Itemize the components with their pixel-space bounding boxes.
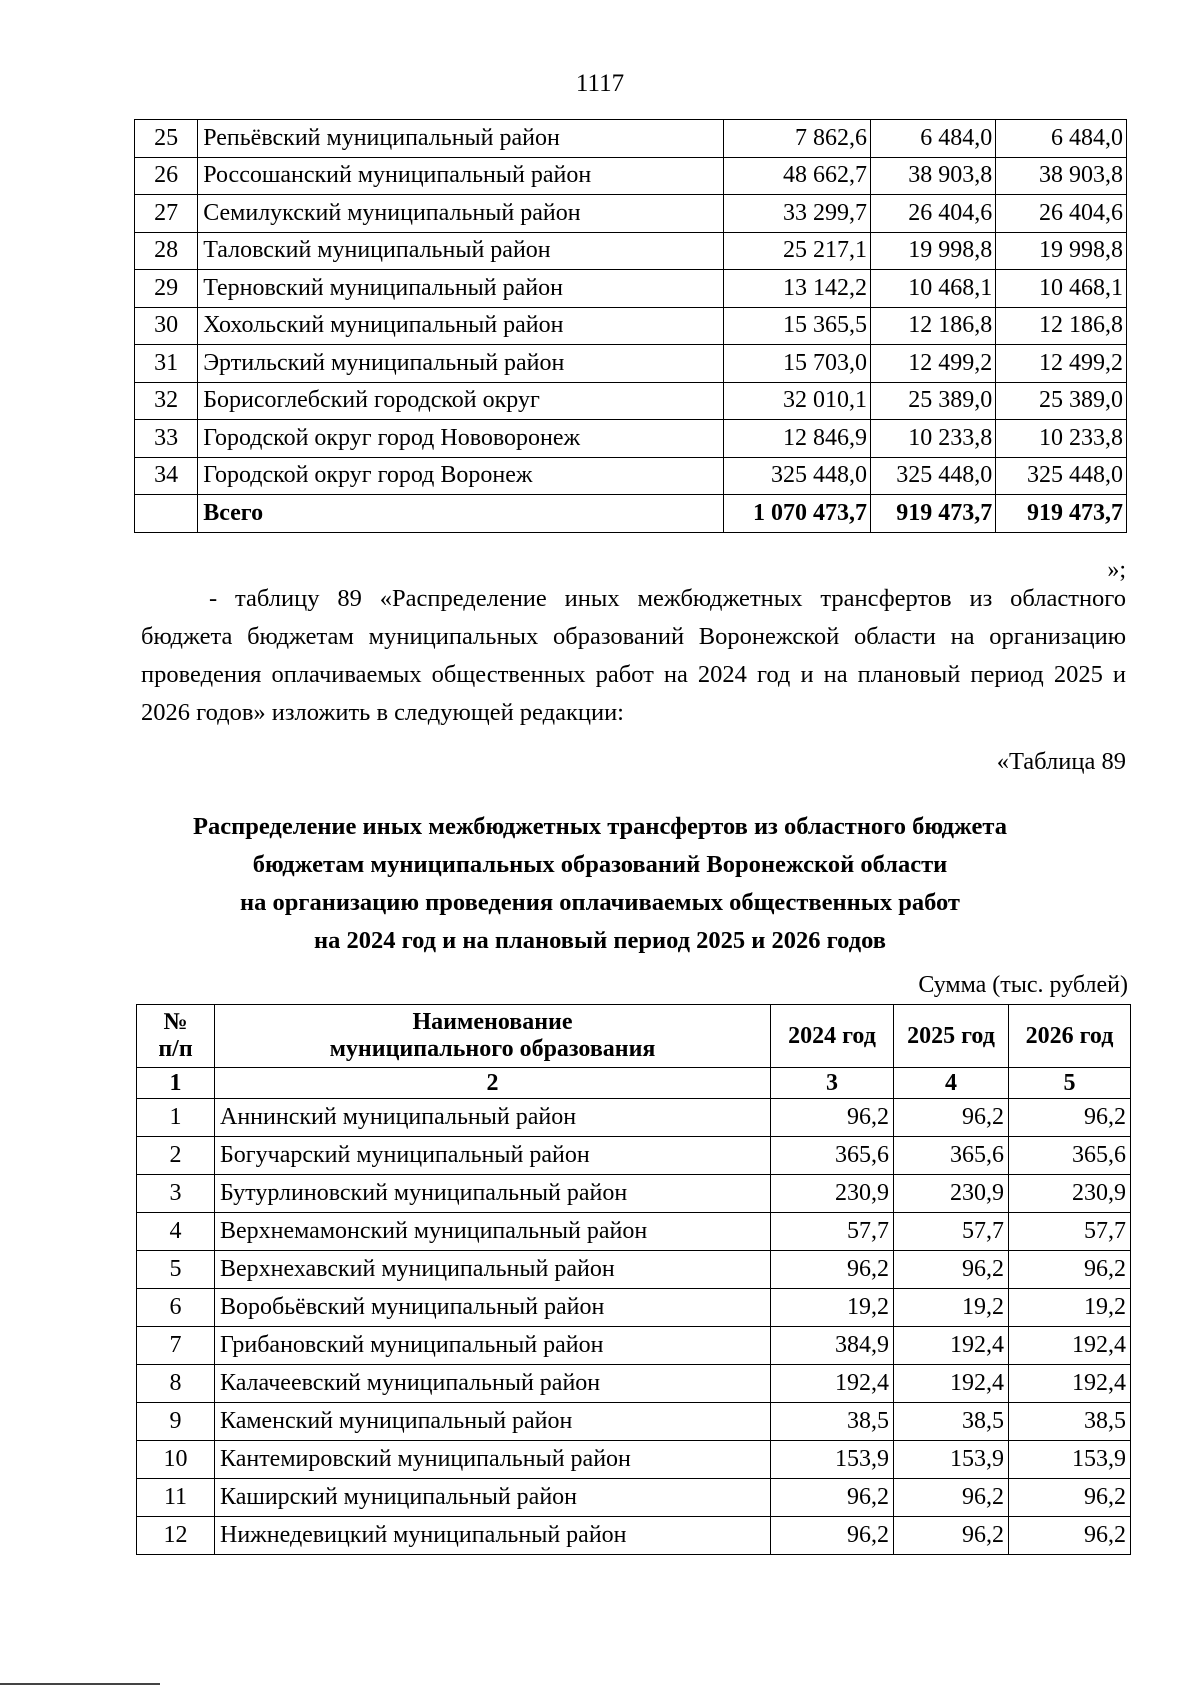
column-numbers-row <box>137 1068 1131 1099</box>
value-2024: 7 862,6 <box>724 120 871 158</box>
column-number: 4 <box>894 1068 1009 1099</box>
column-number: 2 <box>215 1068 771 1099</box>
row-name: Нижнедевицкий муниципальный район <box>215 1517 771 1555</box>
table-row <box>137 1289 1131 1327</box>
value-2025: 230,9 <box>894 1175 1009 1213</box>
value-2026: 57,7 <box>1009 1213 1131 1251</box>
value-2024: 230,9 <box>771 1175 894 1213</box>
row-number: 12 <box>137 1517 215 1555</box>
value-2025: 96,2 <box>894 1251 1009 1289</box>
row-name: Каменский муниципальный район <box>215 1403 771 1441</box>
value-2026: 192,4 <box>1009 1365 1131 1403</box>
row-name: Городской округ город Воронеж <box>198 457 724 495</box>
value-2024: 365,6 <box>771 1137 894 1175</box>
row-number: 25 <box>135 120 198 158</box>
value-2026: 96,2 <box>1009 1099 1131 1137</box>
table-row <box>135 232 1127 270</box>
value-2025: 96,2 <box>894 1099 1009 1137</box>
value-2025: 96,2 <box>894 1479 1009 1517</box>
value-2026: 19,2 <box>1009 1289 1131 1327</box>
value-2026: 10 468,1 <box>996 270 1127 308</box>
title-line: Распределение иных межбюджетных трансфертов из областного бюджета <box>193 813 1007 840</box>
header-2026: 2026 год <box>1009 1005 1131 1068</box>
table-row <box>135 345 1127 383</box>
row-name: Богучарский муниципальный район <box>215 1137 771 1175</box>
value-2026: 10 233,8 <box>996 420 1127 458</box>
value-2025: 25 389,0 <box>870 382 995 420</box>
table-row <box>137 1137 1131 1175</box>
value-2024: 19,2 <box>771 1289 894 1327</box>
row-number: 5 <box>137 1251 215 1289</box>
table-row <box>137 1175 1131 1213</box>
value-2024: 25 217,1 <box>724 232 871 270</box>
total-row <box>135 495 1127 533</box>
value-2025: 12 186,8 <box>870 307 995 345</box>
value-2025: 192,4 <box>894 1365 1009 1403</box>
table-row <box>135 157 1127 195</box>
value-2026: 96,2 <box>1009 1251 1131 1289</box>
value-2026: 12 499,2 <box>996 345 1127 383</box>
table-row <box>137 1479 1131 1517</box>
row-name: Воробьёвский муниципальный район <box>215 1289 771 1327</box>
table-row <box>137 1403 1131 1441</box>
row-number: 1 <box>137 1099 215 1137</box>
value-2024: 57,7 <box>771 1213 894 1251</box>
total-2026: 919 473,7 <box>996 495 1127 533</box>
row-name: Верхнемамонский муниципальный район <box>215 1213 771 1251</box>
row-number: 28 <box>135 232 198 270</box>
amendment-paragraph <box>141 580 1126 732</box>
value-2025: 153,9 <box>894 1441 1009 1479</box>
value-2025: 325 448,0 <box>870 457 995 495</box>
row-name: Калачеевский муниципальный район <box>215 1365 771 1403</box>
footer-rule <box>0 1683 160 1685</box>
value-2026: 25 389,0 <box>996 382 1127 420</box>
value-2024: 15 703,0 <box>724 345 871 383</box>
row-name: Терновский муниципальный район <box>198 270 724 308</box>
row-name: Аннинский муниципальный район <box>215 1099 771 1137</box>
value-2026: 26 404,6 <box>996 195 1127 233</box>
row-number: 10 <box>137 1441 215 1479</box>
value-2025: 365,6 <box>894 1137 1009 1175</box>
value-2024: 48 662,7 <box>724 157 871 195</box>
table-row <box>137 1517 1131 1555</box>
value-2026: 19 998,8 <box>996 232 1127 270</box>
value-2025: 6 484,0 <box>870 120 995 158</box>
value-2024: 325 448,0 <box>724 457 871 495</box>
table-row <box>135 195 1127 233</box>
value-2024: 38,5 <box>771 1403 894 1441</box>
value-2025: 57,7 <box>894 1213 1009 1251</box>
value-2025: 19 998,8 <box>870 232 995 270</box>
total-2025: 919 473,7 <box>870 495 995 533</box>
value-2024: 15 365,5 <box>724 307 871 345</box>
row-name: Россошанский муниципальный район <box>198 157 724 195</box>
value-2026: 365,6 <box>1009 1137 1131 1175</box>
value-2026: 38 903,8 <box>996 157 1127 195</box>
row-number: 7 <box>137 1327 215 1365</box>
value-2026: 96,2 <box>1009 1517 1131 1555</box>
row-number: 26 <box>135 157 198 195</box>
table-row <box>137 1365 1131 1403</box>
value-2026: 325 448,0 <box>996 457 1127 495</box>
row-name: Эртильский муниципальный район <box>198 345 724 383</box>
row-number: 11 <box>137 1479 215 1517</box>
row-number: 32 <box>135 382 198 420</box>
column-number: 5 <box>1009 1068 1131 1099</box>
column-number: 3 <box>771 1068 894 1099</box>
page-number: 1117 <box>575 70 625 97</box>
total-2024: 1 070 473,7 <box>724 495 871 533</box>
table-row <box>137 1251 1131 1289</box>
value-2025: 12 499,2 <box>870 345 995 383</box>
value-2024: 32 010,1 <box>724 382 871 420</box>
value-2026: 38,5 <box>1009 1403 1131 1441</box>
row-number: 8 <box>137 1365 215 1403</box>
table-row <box>137 1441 1131 1479</box>
total-number <box>135 495 198 533</box>
row-number: 31 <box>135 345 198 383</box>
value-2024: 12 846,9 <box>724 420 871 458</box>
table-row <box>135 307 1127 345</box>
table-89-title <box>0 808 1200 960</box>
units-label: Сумма (тыс. рублей) <box>918 972 1128 998</box>
value-2025: 38,5 <box>894 1403 1009 1441</box>
value-2024: 96,2 <box>771 1099 894 1137</box>
value-2026: 153,9 <box>1009 1441 1131 1479</box>
row-name: Репьёвский муниципальный район <box>198 120 724 158</box>
row-name: Семилукский муниципальный район <box>198 195 724 233</box>
header-2024: 2024 год <box>771 1005 894 1068</box>
title-line: на организацию проведения оплачиваемых общественных работ <box>240 889 960 916</box>
table-row <box>135 120 1127 158</box>
value-2025: 38 903,8 <box>870 157 995 195</box>
row-number: 34 <box>135 457 198 495</box>
table-row <box>135 457 1127 495</box>
row-name: Таловский муниципальный район <box>198 232 724 270</box>
table-label: «Таблица 89 <box>996 748 1126 775</box>
table-row <box>135 270 1127 308</box>
header-2025: 2025 год <box>894 1005 1009 1068</box>
header-num: № п/п <box>137 1005 215 1068</box>
table-row <box>137 1099 1131 1137</box>
row-name: Грибановский муниципальный район <box>215 1327 771 1365</box>
title-line: на 2024 год и на плановый период 2025 и 2026 годов <box>313 927 886 954</box>
table-row <box>135 382 1127 420</box>
value-2024: 96,2 <box>771 1479 894 1517</box>
closing-quote: »; <box>1107 557 1126 583</box>
value-2026: 230,9 <box>1009 1175 1131 1213</box>
column-number: 1 <box>137 1068 215 1099</box>
header-name: Наименование муниципального образования <box>215 1005 771 1068</box>
row-number: 3 <box>137 1175 215 1213</box>
row-name: Городской округ город Нововоронеж <box>198 420 724 458</box>
total-label: Всего <box>198 495 724 533</box>
value-2026: 6 484,0 <box>996 120 1127 158</box>
value-2024: 33 299,7 <box>724 195 871 233</box>
value-2025: 10 468,1 <box>870 270 995 308</box>
continued-distribution-table <box>134 119 1127 533</box>
value-2024: 96,2 <box>771 1517 894 1555</box>
value-2024: 13 142,2 <box>724 270 871 308</box>
row-number: 29 <box>135 270 198 308</box>
row-number: 4 <box>137 1213 215 1251</box>
row-name: Бутурлиновский муниципальный район <box>215 1175 771 1213</box>
value-2024: 384,9 <box>771 1327 894 1365</box>
value-2024: 153,9 <box>771 1441 894 1479</box>
value-2026: 12 186,8 <box>996 307 1127 345</box>
table-89 <box>136 1004 1131 1555</box>
row-name: Каширский муниципальный район <box>215 1479 771 1517</box>
row-number: 9 <box>137 1403 215 1441</box>
value-2026: 192,4 <box>1009 1327 1131 1365</box>
value-2026: 96,2 <box>1009 1479 1131 1517</box>
title-line: бюджетам муниципальных образований Воронежской области <box>252 851 948 878</box>
value-2025: 10 233,8 <box>870 420 995 458</box>
row-name: Борисоглебский городской округ <box>198 382 724 420</box>
row-number: 33 <box>135 420 198 458</box>
value-2025: 26 404,6 <box>870 195 995 233</box>
table-row <box>137 1327 1131 1365</box>
row-name: Хохольский муниципальный район <box>198 307 724 345</box>
row-number: 27 <box>135 195 198 233</box>
row-name: Кантемировский муниципальный район <box>215 1441 771 1479</box>
row-number: 6 <box>137 1289 215 1327</box>
amendment-text: - таблицу 89 «Распределение иных межбюджетных трансфертов из областного бюджета бюджетам муниципальных образований Воронежской области на организацию проведения оплачиваемых общественных работ на 2024 год и на плановый период 2025 и 2026 годов» изложить в следующей редакции: <box>141 585 1126 726</box>
value-2024: 192,4 <box>771 1365 894 1403</box>
table-row <box>137 1213 1131 1251</box>
table-row <box>135 420 1127 458</box>
row-number: 2 <box>137 1137 215 1175</box>
value-2025: 19,2 <box>894 1289 1009 1327</box>
table-header-row <box>137 1005 1131 1068</box>
value-2025: 192,4 <box>894 1327 1009 1365</box>
row-name: Верхнехавский муниципальный район <box>215 1251 771 1289</box>
value-2024: 96,2 <box>771 1251 894 1289</box>
value-2025: 96,2 <box>894 1517 1009 1555</box>
row-number: 30 <box>135 307 198 345</box>
